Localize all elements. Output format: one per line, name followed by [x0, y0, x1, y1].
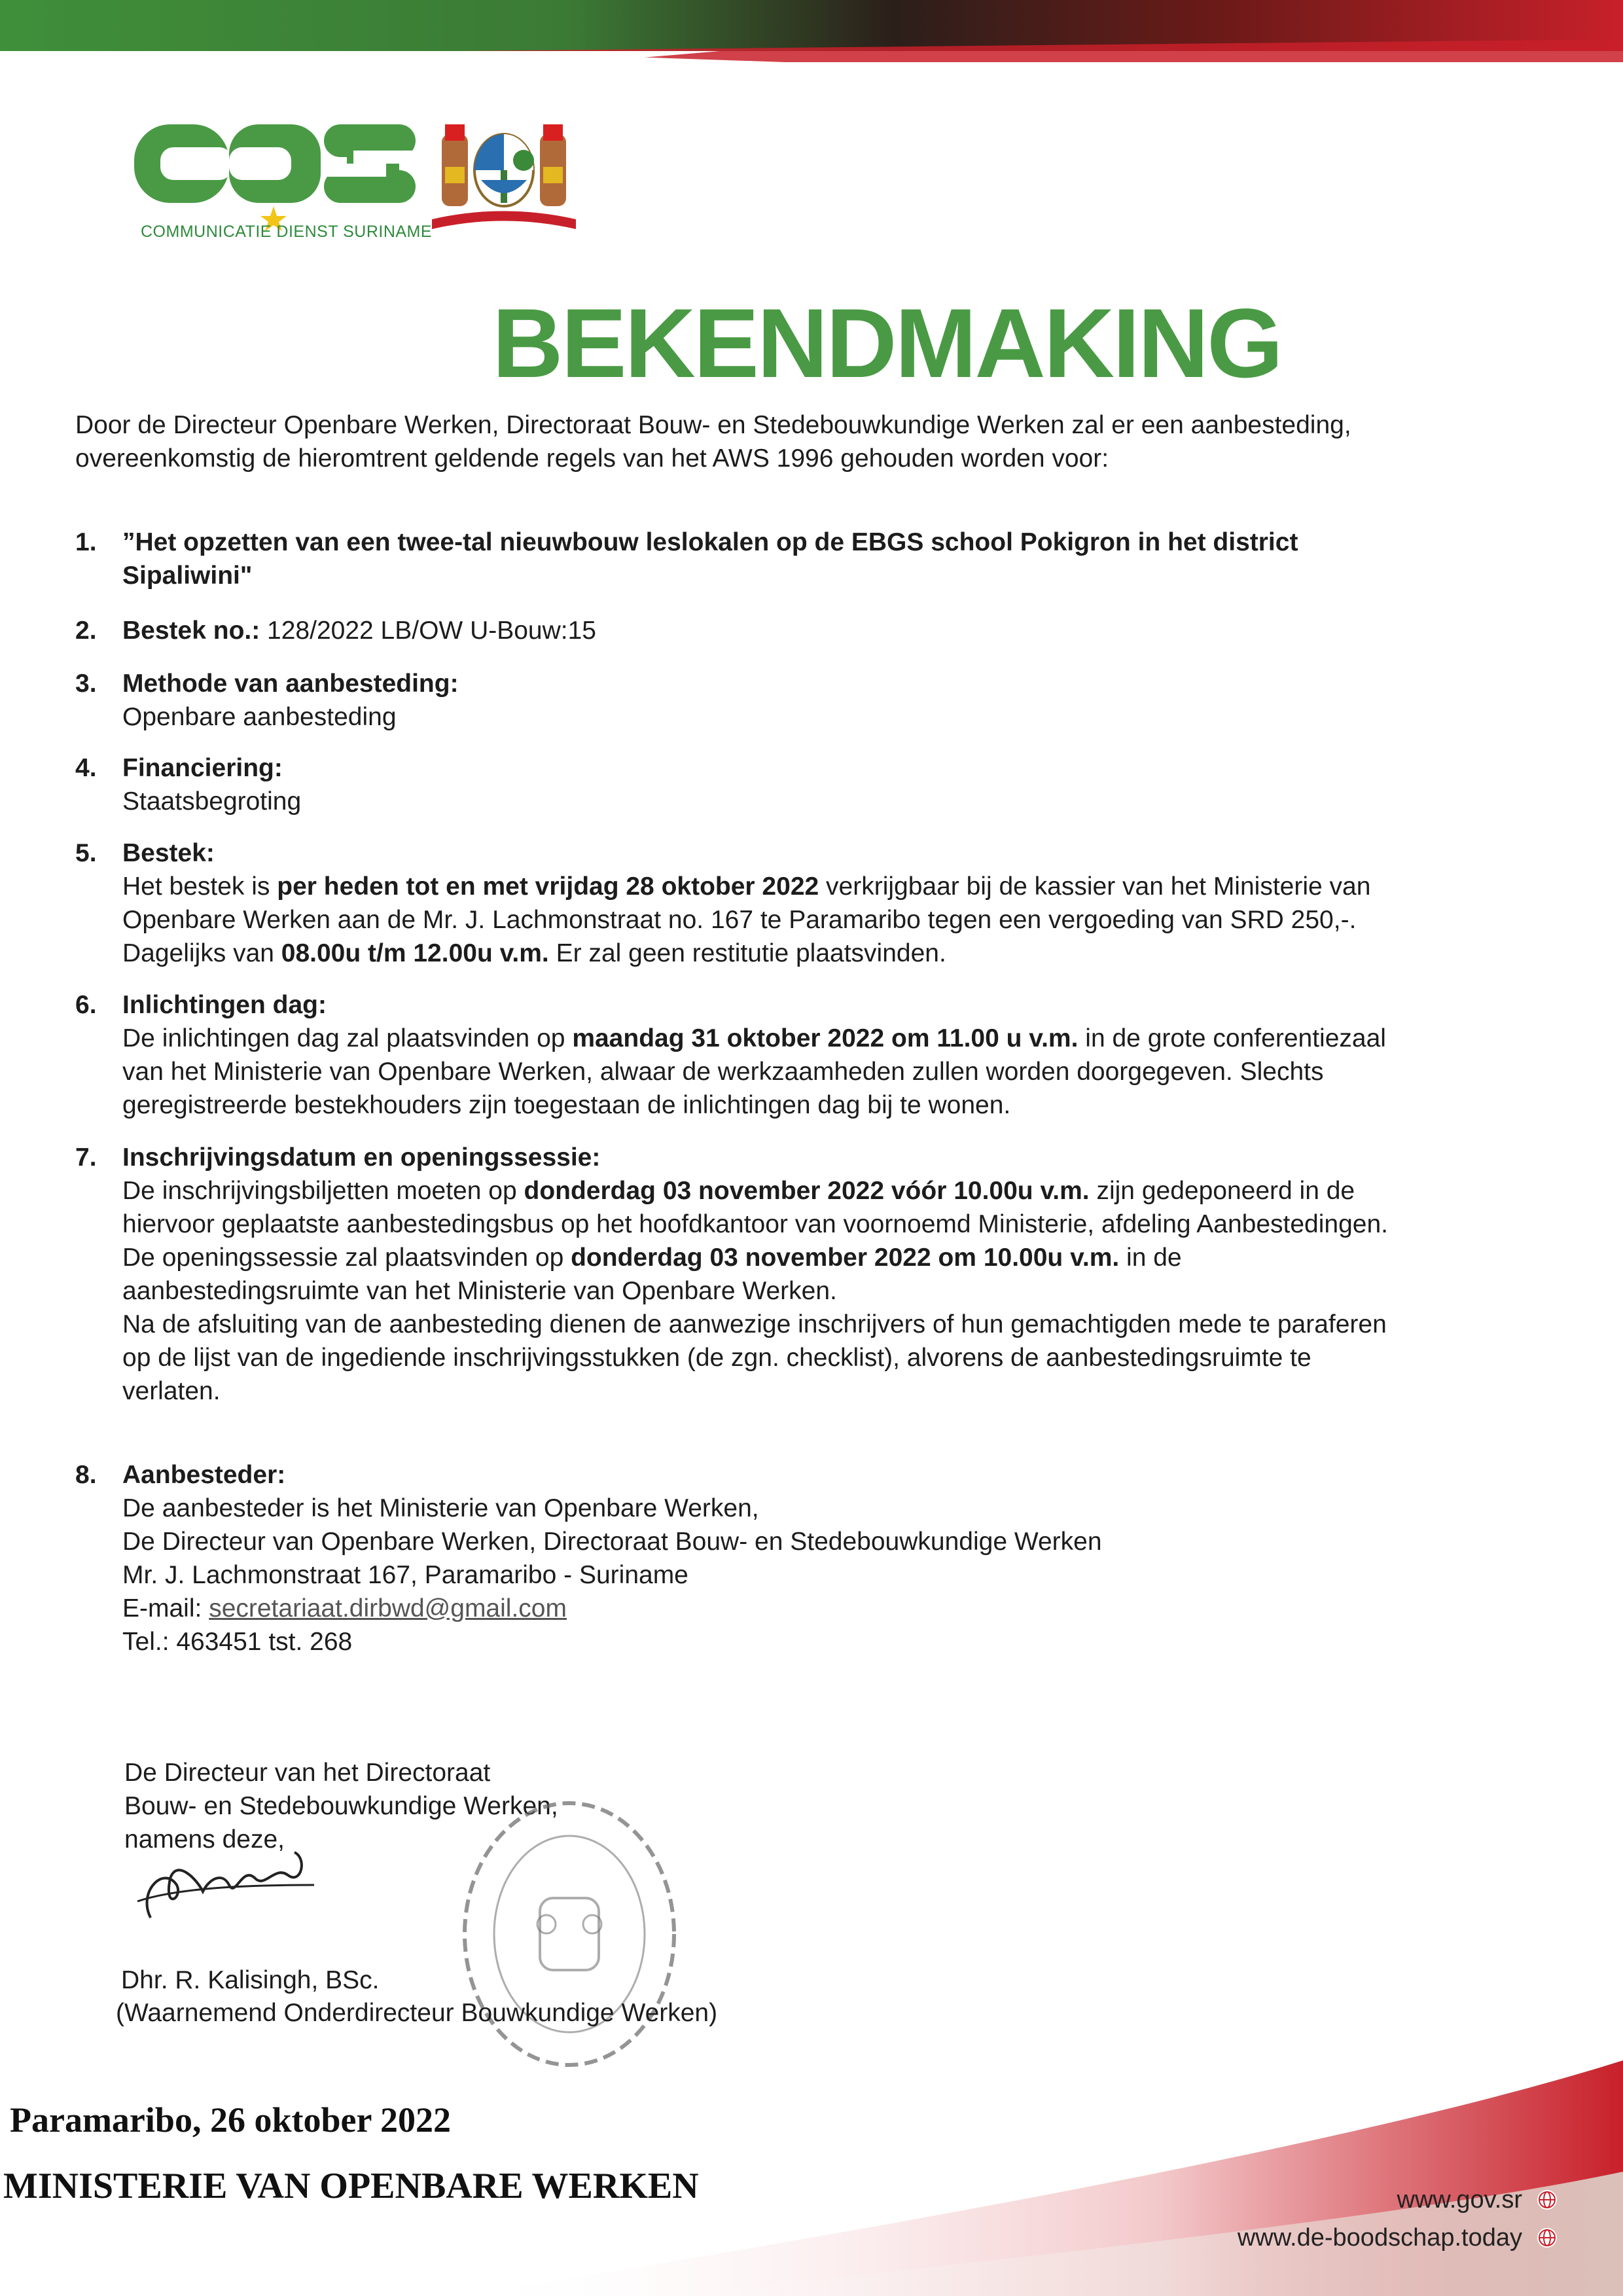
date-line: Paramaribo, 26 oktober 2022: [10, 2100, 451, 2140]
item-label: Bestek:: [122, 839, 215, 867]
item-label: Aanbesteder:: [122, 1461, 286, 1489]
list-number: 1.: [75, 528, 97, 556]
suriname-coat-of-arms-icon: [425, 115, 582, 239]
website-link-gov[interactable]: www.gov.sr: [1397, 2186, 1558, 2214]
list-number: 5.: [75, 839, 97, 867]
item-label: Inlichtingen dag:: [122, 991, 327, 1019]
address-line: De aanbesteder is het Ministerie van Openbare Werken,: [122, 1494, 759, 1522]
handwritten-signature: [124, 1839, 321, 1931]
page-title: BEKENDMAKING: [492, 288, 1281, 398]
item-paragraph: Het bestek is per heden tot en met vrijdag 28 oktober 2022 verkrijgbaar bij de kassier van het Ministerie van Openbare Werken aan de Mr. J. Lachmonstraat no. 167 te Paramaribo tegen een vergoeding van SRD 250,-. Dagelijks van 08.00u t/m 12.00u v.m. Er zal geen restitutie plaatsvinden.: [122, 872, 1371, 967]
list-number: 4.: [75, 754, 97, 782]
address-line: De Directeur van Openbare Werken, Directoraat Bouw- en Stedebouwkundige Werken: [122, 1528, 1102, 1556]
item-value: Openbare aanbesteding: [122, 703, 397, 731]
item-paragraph: De inschrijvingsbiljetten moeten op donderdag 03 november 2022 vóór 10.00u v.m. zijn gedeponeerd in de hiervoor geplaatste aanbestedingsbus op het hoofdkantoor van voornoemd Ministerie, afdeling Aanbestedingen. De openingssessie zal plaatsvinden op donderdag 03 november 2022 om 10.00u v.m. in de aanbestedingsruimte van het Ministerie van Openbare Werken.: [122, 1177, 1389, 1305]
item-label: Inschrijvingsdatum en openingssessie:: [122, 1143, 601, 1172]
list-number: 7.: [75, 1143, 97, 1172]
top-decorative-band: [0, 0, 1623, 62]
globe-icon: [1537, 2227, 1558, 2248]
item-label: Financiering:: [122, 754, 283, 782]
signer-name: Dhr. R. Kalisingh, BSc.: [121, 1966, 380, 1994]
item-value: Staatsbegroting: [122, 787, 302, 816]
intro-paragraph: Door de Directeur Openbare Werken, Directoraat Bouw- en Stedebouwkundige Werken zal er een aanbesteding, overeenkomstig de hieromtrent geldende regels van het AWS 1996 gehouden worden voor:: [75, 411, 1351, 473]
item-value: 128/2022 LB/OW U-Bouw:15: [260, 617, 596, 645]
signer-role: (Waarnemend Onderdirecteur Bouwkundige Werken): [116, 1999, 718, 2027]
project-title: ”Het opzetten van een twee-tal nieuwbouw leslokalen op de EBGS school Pokigron in het district Sipaliwini": [122, 528, 1298, 590]
item-label: Methode van aanbesteding:: [122, 670, 459, 698]
list-number: 2.: [75, 617, 97, 645]
email-link[interactable]: secretariaat.dirbwd@gmail.com: [209, 1594, 567, 1623]
list-number: 8.: [75, 1461, 97, 1489]
signature-line: namens deze,: [124, 1825, 285, 1854]
globe-icon: [1537, 2189, 1558, 2210]
item-paragraph: Na de afsluiting van de aanbesteding dienen de aanwezige inschrijvers of hun gemachtigden mede te paraferen op de lijst van de ingediende inschrijvingsstukken (de zgn. checklist), alvorens de aanbestedingsruimte te verlaten.: [122, 1310, 1387, 1405]
cds-logo-caption: COMMUNICATIE DIENST SURINAME: [141, 223, 433, 241]
item-label: Bestek no.:: [122, 617, 260, 645]
ministry-name: MINISTERIE VAN OPENBARE WERKEN: [3, 2166, 699, 2206]
official-stamp: [448, 1780, 690, 2088]
website-link-boodschap[interactable]: www.de-boodschap.today: [1238, 2224, 1558, 2252]
phone-line: Tel.: 463451 tst. 268: [122, 1628, 353, 1656]
email-line: E-mail: secretariaat.dirbwd@gmail.com: [122, 1594, 567, 1623]
signature-line: Bouw- en Stedebouwkundige Werken,: [124, 1792, 558, 1820]
list-number: 3.: [75, 670, 97, 698]
list-number: 6.: [75, 991, 97, 1019]
item-paragraph: De inlichtingen dag zal plaatsvinden op maandag 31 oktober 2022 om 11.00 u v.m. in de grote conferentiezaal van het Ministerie van Openbare Werken, alwaar de werkzaamheden zullen worden doorgegeven. Slechts geregistreerde bestekhouders zijn toegestaan de inlichtingen dag bij te wonen.: [122, 1024, 1386, 1119]
address-line: Mr. J. Lachmonstraat 167, Paramaribo - Suriname: [122, 1561, 688, 1589]
signature-line: De Directeur van het Directoraat: [124, 1759, 491, 1787]
